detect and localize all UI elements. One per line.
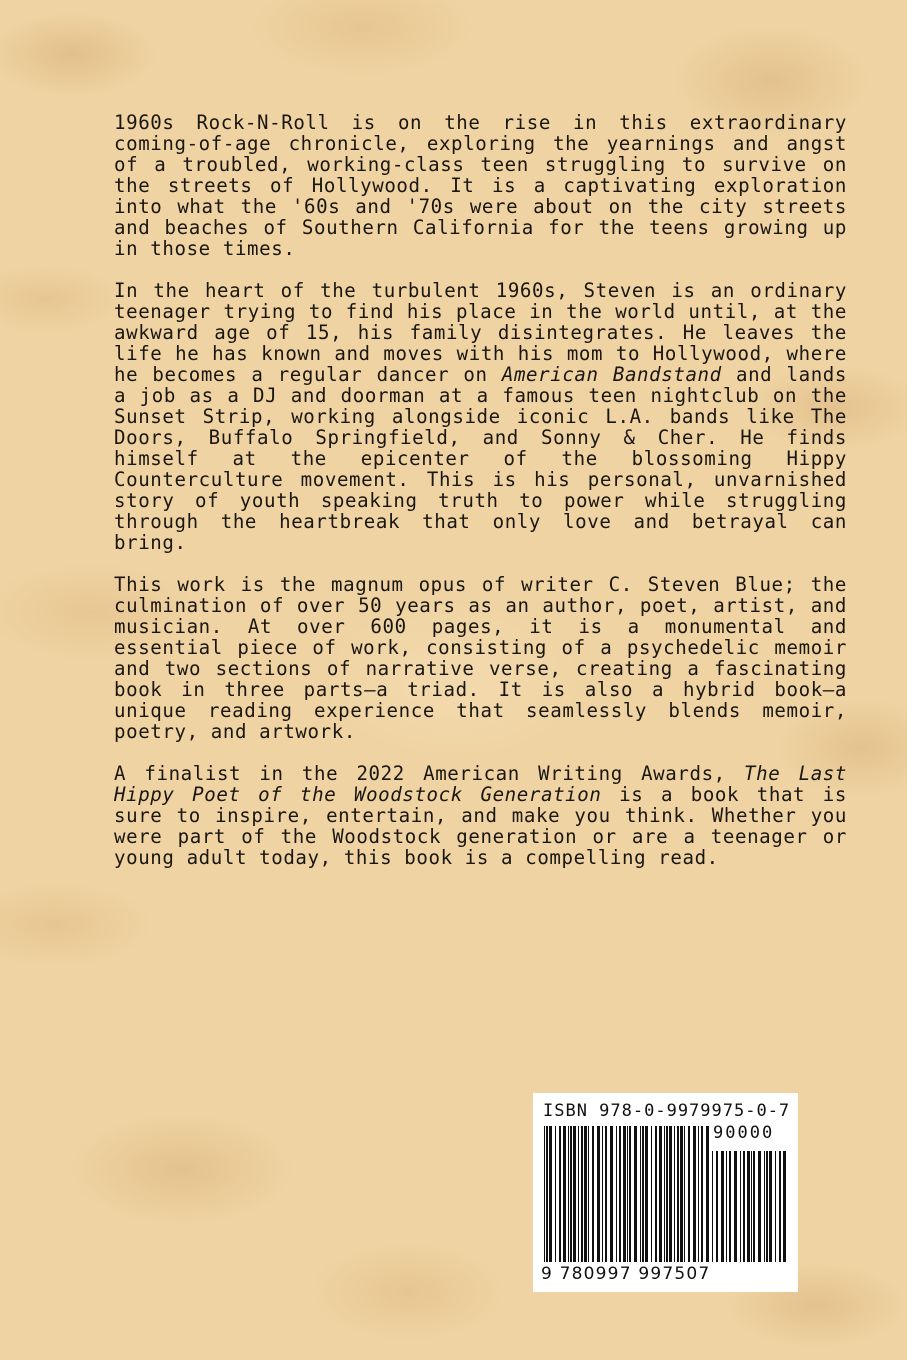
blurb-text: is a book that is sure to inspire, entertain, and make you think. Whether you were part of the Woodstock generation or are a teenager or young adult today, this book is a compelling read.: [114, 783, 847, 869]
italic-title: American Bandstand: [501, 363, 722, 386]
blurb-text: This work is the magnum opus of writer C. Steven Blue; the culmination of over 50 years as an author, poet, artist, and musician. At over 600 pages, it is a monumental and essential piece of work, consisting of a psychedelic memoir and two sections of narrative verse, creating a fascinating book in three parts—a triad. It is also a hybrid book—a unique reading experience that seamlessly blends memoir, poetry, and artwork.: [114, 573, 847, 743]
ean-barcode-bars: [543, 1126, 709, 1262]
blurb-paragraph: [114, 112, 847, 259]
italic-title: The Last Hippy Poet of the Woodstock Generation: [114, 762, 847, 806]
blurb-paragraph: [114, 763, 847, 868]
isbn-barcode: [533, 1093, 798, 1292]
ean-digits: 9 780997 997507: [541, 1264, 711, 1284]
addon-code: 90000: [713, 1123, 775, 1143]
blurb-text: In the heart of the turbulent 1960s, Steven is an ordinary teenager trying to find his place in the world until, at the awkward age of 15, his family disintegrates. He leaves the life he has known and moves with his mom to Hollywood, where he becomes a regular dancer on: [114, 279, 847, 386]
blurb-text: 1960s Rock-N-Roll is on the rise in this extraordinary coming-of-age chronicle, exploring the yearnings and angst of a troubled, working-class teen struggling to survive on the streets of Hollywood. It is a captivating exploration into what the '60s and '70s were about on the city streets and beaches of Southern California for the teens growing up in those times.: [114, 111, 847, 260]
back-cover-blurb: [114, 112, 847, 889]
isbn-label: ISBN 978-0-9979975-0-7: [543, 1101, 791, 1121]
blurb-text: A finalist in the 2022 American Writing Awards,: [114, 762, 745, 785]
blurb-paragraph: [114, 574, 847, 742]
blurb-paragraph: [114, 280, 847, 553]
addon-barcode-bars: [711, 1151, 789, 1262]
blurb-text: and lands a job as a DJ and doorman at a famous teen nightclub on the Sunset Strip, working alongside iconic L.A. bands like The Doors, Buffalo Springfield, and Sonny & Cher. He finds himself at the epicenter of the blossoming Hippy Counterculture movement. This is his personal, unvarnished story of youth speaking truth to power while struggling through the heartbreak that only love and betrayal can bring.: [114, 363, 847, 554]
